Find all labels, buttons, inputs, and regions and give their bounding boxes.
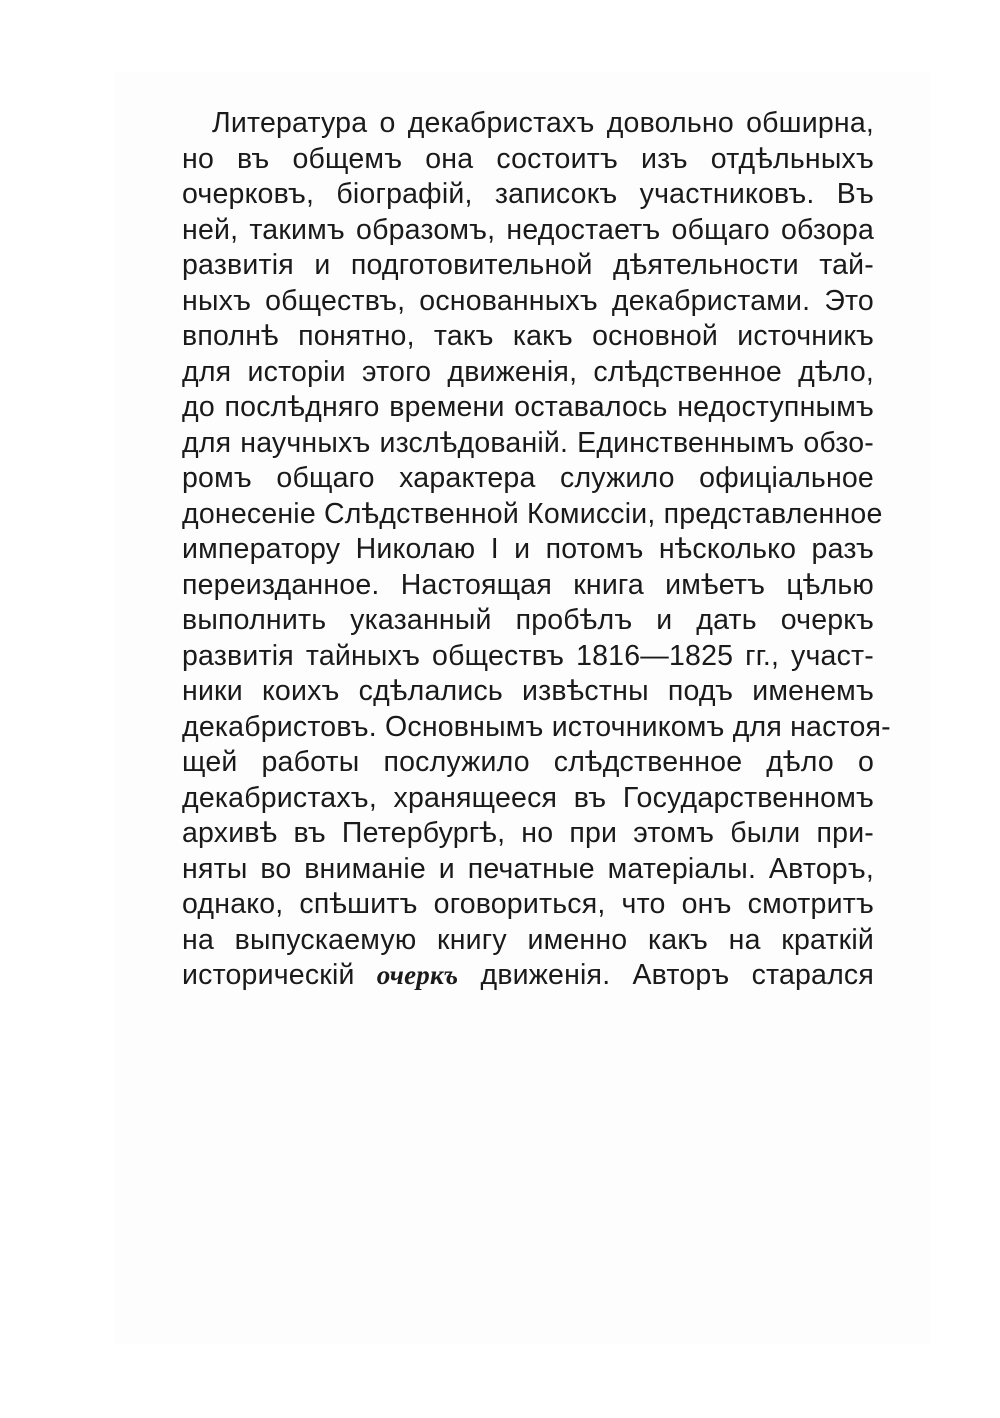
- body-text: [182, 106, 891, 994]
- text-line: переизданное. Настоящая книга имѣетъ цѣлью: [182, 568, 874, 601]
- last-line-after: движенія. Авторъ старался: [480, 959, 875, 991]
- text-line: императору Николаю I и потомъ нѣсколько разъ: [182, 533, 874, 565]
- emphasis-word: очеркъ: [376, 960, 459, 990]
- text-line: вполнѣ понятно, такъ какъ основной источникъ: [182, 320, 874, 352]
- text-line: на выпускаемую книгу именно какъ на краткій: [182, 923, 874, 956]
- text-line: до послѣдняго времени оставалось недоступнымъ: [182, 391, 874, 423]
- text-line: щей работы послужило слѣдственное дѣло о: [182, 746, 874, 778]
- last-line-before: историческій: [182, 959, 355, 991]
- text-line: ней, такимъ образомъ, недостаетъ общаго обзора: [182, 213, 874, 246]
- text-line: Литература о декабристахъ довольно обширна,: [212, 107, 874, 139]
- text-line: для научныхъ изслѣдованій. Единственнымъ обзо-: [182, 426, 874, 459]
- text-line: очерковъ, біографій, записокъ участниковъ. Въ: [182, 178, 874, 210]
- text-line: няты во вниманіе и печатные матеріалы. Авторъ,: [182, 852, 874, 885]
- text-line: развитія тайныхъ обществъ 1816—1825 гг., участ-: [182, 639, 874, 672]
- text-line: однако, спѣшитъ оговориться, что онъ смотритъ: [182, 888, 874, 920]
- text-line: декабристахъ, хранящееся въ Государственномъ: [182, 781, 874, 814]
- text-line: ники коихъ сдѣлались извѣстны подъ именемъ: [182, 675, 874, 707]
- text-line: архивѣ въ Петербургѣ, но при этомъ были при-: [182, 817, 874, 849]
- text-line: развитія и подготовительной дѣятельности тай-: [182, 249, 874, 281]
- text-line: ныхъ обществъ, основанныхъ декабристами. Это: [182, 284, 874, 317]
- text-line-last: [182, 958, 874, 994]
- text-line: ромъ общаго характера служило офиціальное: [182, 462, 874, 494]
- text-line: декабристовъ. Основнымъ источникомъ для настоя-: [182, 710, 891, 743]
- text-line: донесеніе Слѣдственной Комиссіи, представленное: [182, 497, 883, 530]
- text-line: выполнить указанный пробѣлъ и дать очеркъ: [182, 604, 874, 636]
- text-line: для исторіи этого движенія, слѣдственное дѣло,: [182, 355, 874, 388]
- text-line: но въ общемъ она состоитъ изъ отдѣльныхъ: [182, 142, 874, 175]
